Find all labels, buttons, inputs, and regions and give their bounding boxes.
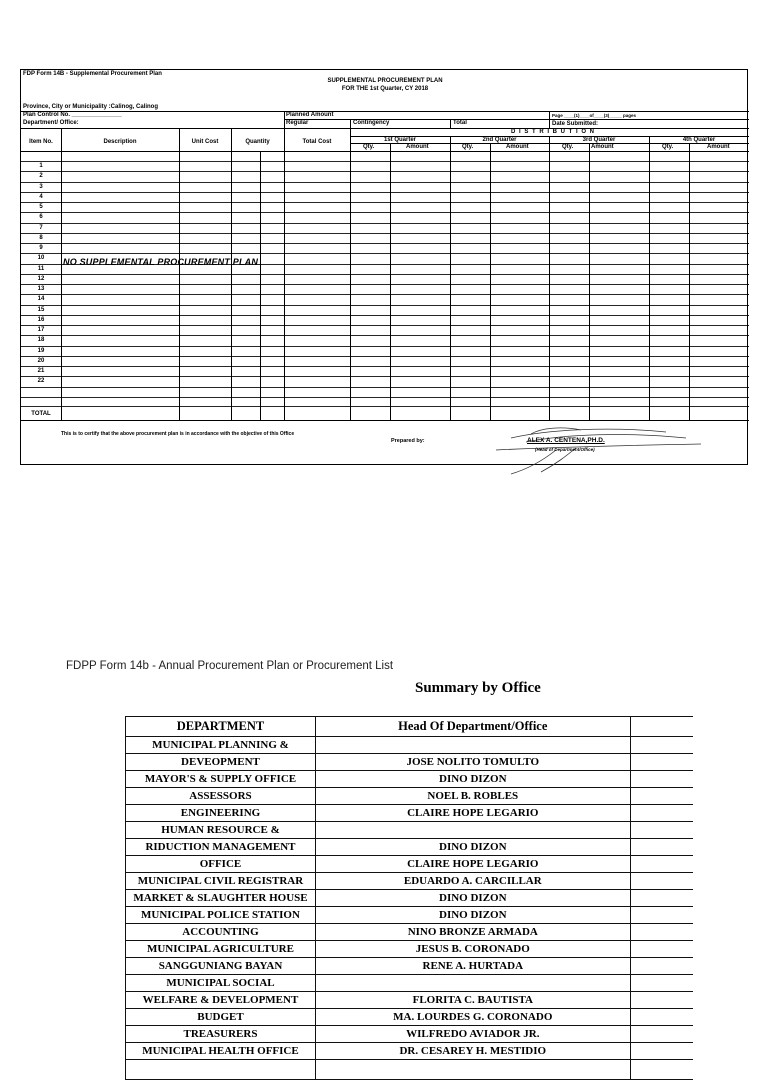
row-divider [21,192,749,193]
q4-qty: Qty. [662,144,674,150]
planned-amount-label: Planned Amount [286,112,334,118]
summary-row [126,924,694,941]
row-number: 11 [37,265,45,272]
date-submitted: Date Submitted: [552,121,599,127]
row-number: 2 [39,173,43,180]
row-divider [21,212,749,213]
summary-row [126,907,694,924]
head-cell [315,822,630,839]
divider [589,143,590,420]
row-number: 3 [39,183,43,190]
q4-amount: Amount [707,144,730,150]
department-cell: MARKET & SLAUGHTER HOUSE [126,890,316,907]
head-cell: EDUARDO A. CARCILLAR [315,873,630,890]
certification-text: This is to certify that the above procurement plan is in accordance with the objective of this Office [61,431,295,437]
summary-row [126,754,694,771]
col-quantity: Quantity [245,139,270,145]
head-cell: DINO DIZON [315,890,630,907]
head-cell: MA. LOURDES G. CORONADO [315,1009,630,1026]
department-cell: ENGINEERING [126,805,316,822]
extra-cell [630,771,693,788]
department-cell: MUNICIPAL SOCIAL [126,975,316,992]
fdpp-form-title: FDPP Form 14b - Annual Procurement Plan or Procurement List [66,660,394,672]
row-divider [21,335,749,336]
extra-cell [630,873,693,890]
department-cell: TREASURERS [126,1026,316,1043]
row-number: 14 [37,296,45,303]
divider [490,143,491,420]
row-divider [21,223,749,224]
row-divider [21,387,749,388]
department-cell: OFFICE [126,856,316,873]
col-head: Head Of Department/Office [315,717,630,737]
extra-cell [630,941,693,958]
row-divider [21,305,749,306]
total-row-label: TOTAL [31,411,51,417]
head-cell: NINO BRONZE ARMADA [315,924,630,941]
divider [649,136,650,420]
department-cell: DEVEOPMENT [126,754,316,771]
extra-cell [630,992,693,1009]
summary-title: Summary by Office [415,680,541,696]
divider [390,143,391,420]
divider [549,111,550,128]
head-cell: DINO DIZON [315,907,630,924]
col-item-no: Item No. [29,139,53,145]
row-divider [21,253,749,254]
signature-image [486,420,711,480]
no-plan-notice: NO SUPPLEMENTAL PROCUREMENT PLAN [63,257,259,267]
summary-row [126,890,694,907]
head-cell [315,975,630,992]
row-divider [21,294,749,295]
form-subtitle: FOR THE 1st Quarter, CY 2018 [341,86,429,92]
blank-cell [126,1060,316,1080]
department-cell: SANGGUNIANG BAYAN [126,958,316,975]
extra-cell [630,754,693,771]
province-line: Province, City or Municipality :Calinog, Calinog [23,104,159,110]
row-number: 16 [37,316,45,323]
summary-row [126,975,694,992]
summary-row [126,788,694,805]
row-divider [21,366,749,367]
extra-cell [630,737,693,754]
summary-row [126,805,694,822]
divider [21,128,749,129]
head-cell: JOSE NOLITO TOMULTO [315,754,630,771]
row-number: 7 [39,224,43,231]
extra-cell [630,822,693,839]
q2-qty: Qty. [462,144,474,150]
row-number: 8 [39,234,43,241]
row-divider [21,161,749,162]
department-cell: RIDUCTION MANAGEMENT [126,839,316,856]
head-cell: FLORITA C. BAUTISTA [315,992,630,1009]
row-number: 6 [39,214,43,221]
summary-row [126,1043,694,1060]
department-cell: ASSESSORS [126,788,316,805]
department-cell: MUNICIPAL AGRICULTURE [126,941,316,958]
divider [450,136,451,420]
row-divider [21,325,749,326]
extra-cell [630,907,693,924]
summary-row [126,839,694,856]
divider [450,119,451,128]
summary-row [126,1009,694,1026]
head-cell: JESUS B. CORONADO [315,941,630,958]
summary-blank-row [126,1060,694,1080]
row-divider [21,202,749,203]
row-divider [21,182,749,183]
page-line: Page ____(1)____of____(3)_____ pages [552,113,637,118]
extra-cell [630,856,693,873]
extra-cell [630,975,693,992]
divider [689,143,690,420]
divider [21,111,749,112]
head-cell: DR. CESAREY H. MESTIDIO [315,1043,630,1060]
summary-row [126,822,694,839]
row-divider [21,356,749,357]
extra-cell [630,1043,693,1060]
contingency-label: Contingency [353,120,390,126]
q3-amount: Amount [591,144,614,150]
q1-amount: Amount [406,144,429,150]
summary-row [126,737,694,754]
row-number: 5 [39,204,43,210]
extra-cell [630,1009,693,1026]
divider [549,136,550,420]
row-divider [21,376,749,377]
head-cell: CLAIRE HOPE LEGARIO [315,805,630,822]
extra-cell [630,890,693,907]
quarter-3: 3rd Quarter [582,137,616,143]
head-cell: WILFREDO AVIADOR JR. [315,1026,630,1043]
row-number: 9 [39,245,43,251]
row-divider [21,315,749,316]
summary-row [126,958,694,975]
form-code: FDP Form 14B - Supplemental Procurement Plan [23,71,162,77]
department-cell: WELFARE & DEVELOPMENT [126,992,316,1009]
department-cell: MUNICIPAL CIVIL REGISTRAR [126,873,316,890]
row-divider [21,346,749,347]
col-total-cost: Total Cost [302,139,332,145]
prepared-by-label: Prepared by: [391,438,425,444]
department-cell: MUNICIPAL HEALTH OFFICE [126,1043,316,1060]
row-number: 10 [37,255,45,262]
q3-qty: Qty. [562,144,574,150]
department-cell: MUNICIPAL PLANNING & [126,737,316,754]
department-office-label: Department/ Office: [23,120,79,126]
divider [284,119,749,120]
signer-title: (Head of Department/Office) [535,447,595,452]
q2-amount: Amount [506,144,529,150]
regular-label: Regular [286,120,309,126]
extra-cell [630,958,693,975]
col-extra [630,717,693,737]
summary-row [126,771,694,788]
distribution-label: D I S T R I B U T I O N [511,129,596,135]
department-cell: ACCOUNTING [126,924,316,941]
row-number: 20 [37,357,45,364]
row-divider [21,171,749,172]
department-cell: MAYOR'S & SUPPLY OFFICE [126,771,316,788]
procurement-form [20,69,748,465]
row-number: 18 [37,337,45,344]
row-divider [21,406,749,407]
head-cell: DINO DIZON [315,839,630,856]
row-divider [21,284,749,285]
row-number: 13 [37,286,45,292]
quarter-4: 4th Quarter [682,137,716,143]
summary-row [126,1026,694,1043]
head-cell: CLAIRE HOPE LEGARIO [315,856,630,873]
total-label-top: Total [453,120,467,126]
head-cell: DINO DIZON [315,771,630,788]
row-number: 12 [37,275,45,282]
quarter-2: 2nd Quarter [482,137,517,143]
row-number: 17 [37,327,45,333]
col-unit-cost: Unit Cost [191,139,219,145]
head-cell: NOEL B. ROBLES [315,788,630,805]
col-description: Description [103,139,137,145]
col-department: DEPARTMENT [126,717,316,737]
department-cell: BUDGET [126,1009,316,1026]
summary-row [126,992,694,1009]
summary-row [126,873,694,890]
blank-cell [315,1060,630,1080]
signer-name: ALEX A. CENTENA,PH.D. [527,437,605,444]
head-cell [315,737,630,754]
summary-row [126,941,694,958]
row-number: 22 [37,378,45,385]
blank-cell [630,1060,693,1080]
row-divider [21,274,749,275]
q1-qty: Qty. [363,144,375,150]
row-number: 15 [37,306,45,313]
row-number: 1 [39,163,43,169]
row-divider [21,233,749,234]
extra-cell [630,805,693,822]
row-number: 19 [37,347,45,354]
plan-control-no: Plan Control No. _______________ [23,112,122,118]
summary-row [126,856,694,873]
row-number: 4 [39,193,43,200]
divider [350,119,351,128]
quarter-1: 1st Quarter [383,137,416,143]
form-title: SUPPLEMENTAL PROCUREMENT PLAN [327,78,443,84]
summary-header-row [126,717,694,737]
extra-cell [630,1026,693,1043]
divider [21,151,749,152]
summary-table [125,716,693,1080]
summary-body [126,737,694,1080]
department-cell: MUNICIPAL POLICE STATION [126,907,316,924]
extra-cell [630,839,693,856]
extra-cell [630,788,693,805]
extra-cell [630,924,693,941]
divider [284,111,285,128]
head-cell: RENE A. HURTADA [315,958,630,975]
row-divider [21,397,749,398]
department-cell: HUMAN RESOURCE & [126,822,316,839]
row-number: 21 [37,368,45,374]
row-divider [21,243,749,244]
